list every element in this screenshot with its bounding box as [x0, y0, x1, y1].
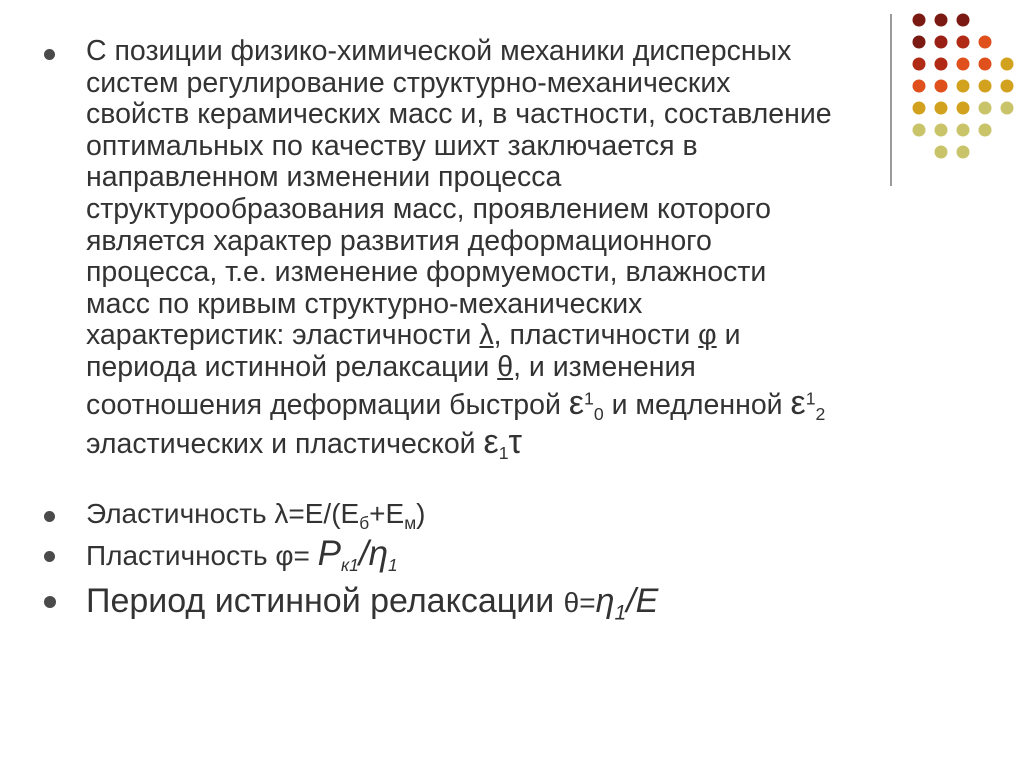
- bullet-dot: [44, 596, 56, 608]
- relaxation-formula: Период истинной релаксации $\theta=\eta_1/Е$: [44, 581, 984, 623]
- epsilon-symbol: ε: [483, 423, 499, 462]
- text-line: характеристик: эластичности λ, пластичности φ и: [86, 319, 741, 352]
- text-line: процесса, т.е. изменение формуемости, влажности: [86, 256, 767, 289]
- bullet-dot: [44, 551, 55, 562]
- tau-symbol: τ: [508, 423, 522, 462]
- text-line: структурообразования масс, проявлением которого: [86, 192, 771, 225]
- text-line: эластических и пластической $\varepsilon_1\tau$: [86, 423, 522, 464]
- theta-symbol: θ: [497, 350, 514, 383]
- slide-content: [44, 36, 984, 623]
- text-line: является характер развития деформационного: [86, 224, 712, 257]
- text-line: свойств керамических масс и, в частности, составление: [86, 98, 832, 131]
- epsilon-symbol: ε: [790, 383, 806, 422]
- plasticity-formula: Пластичность $\varphi= Р_{к1}/\eta_1$: [44, 537, 984, 573]
- main-paragraph: [44, 35, 984, 464]
- elasticity-formula: Эластичность $\lambda=Е/(Е_б+Е_м)$: [44, 497, 984, 531]
- bullet-dot: [44, 49, 55, 60]
- text-line: масс по кривым структурно-механических: [86, 287, 643, 320]
- text-line: С позиции физико-химической механики дисперсных: [86, 35, 792, 67]
- bullet-dot: [44, 511, 55, 522]
- text-line: периода истинной релаксации θ, и изменения: [86, 350, 696, 383]
- text-line: соотношения деформации быстрой $\varepsilon^1_0$ и медленной $\varepsilon^1_2$: [86, 383, 826, 424]
- phi-symbol: φ: [698, 319, 717, 352]
- text-line: оптимальных по качеству шихт заключается в: [86, 129, 698, 162]
- epsilon-symbol: ε: [568, 383, 584, 422]
- text-line: систем регулирование структурно-механических: [86, 66, 731, 99]
- text-line: направленном изменении процесса: [86, 161, 562, 194]
- lambda-symbol: λ: [479, 319, 494, 352]
